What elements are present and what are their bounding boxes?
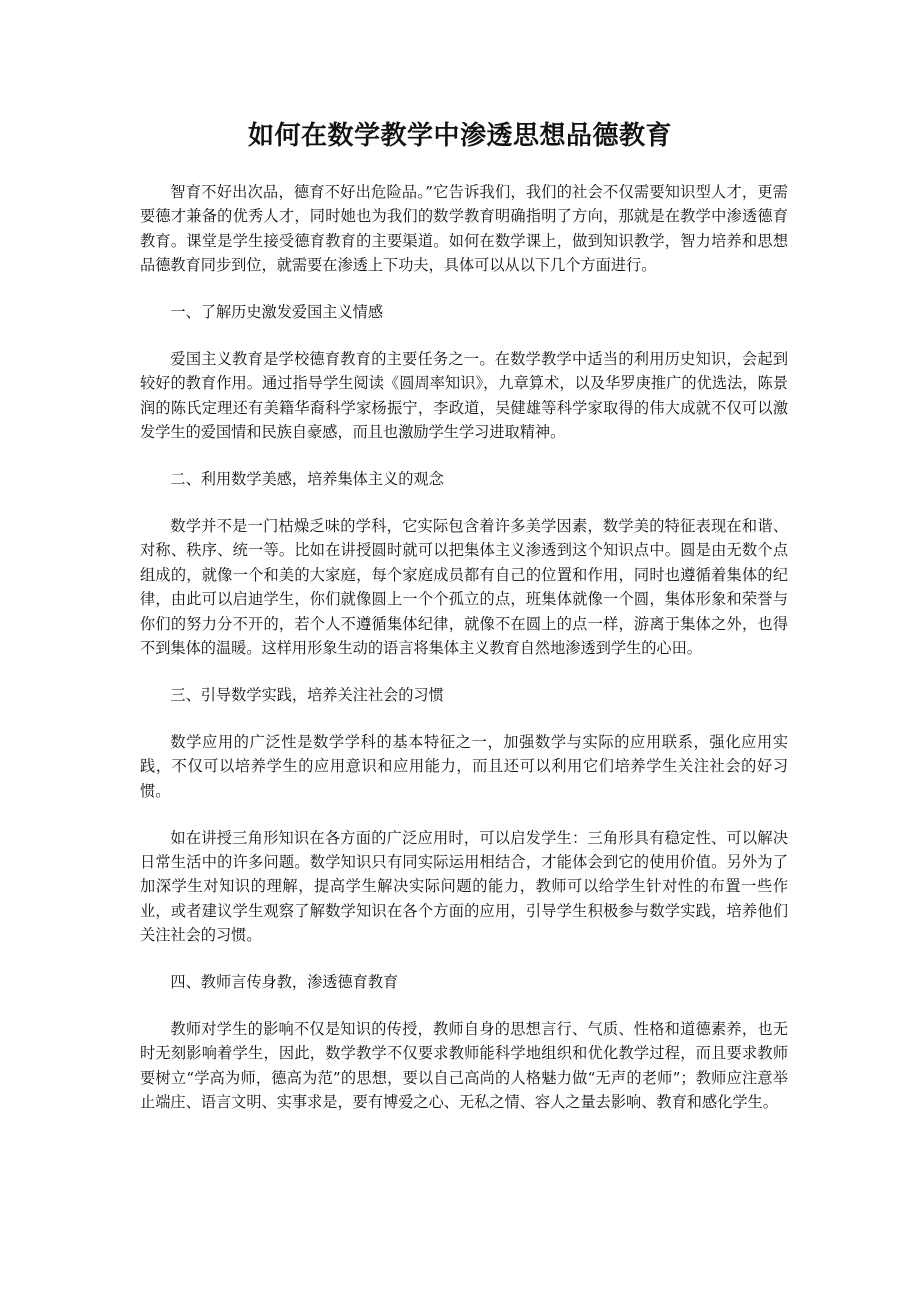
section-heading-4: 四、教师言传身教，渗透德育教育 xyxy=(170,973,399,992)
section-heading-2: 二、利用数学美感，培养集体主义的观念 xyxy=(170,470,444,489)
section-4-paragraph: 教师对学生的影响不仅是知识的传授，教师自身的思想言行、气质、性格和道德素养，也无时无刻影响着学生，因此，数学教学不仅要求教师能科学地组织和优化教学过程，而且要求教师要树立“学高为师，德高为范”的思想，要以自己高尚的人格魅力做“无声的老师”；教师应注意举止端庄、语言文明、实事求是，要有博爱之心、无私之情、容人之量去影响、教育和感化学生。 xyxy=(140,1020,788,1112)
document-body xyxy=(140,180,788,1115)
paragraph-gap xyxy=(140,492,788,515)
paragraph-gap xyxy=(140,325,788,348)
section-heading-1: 一、了解历史激发爱国主义情感 xyxy=(170,303,384,322)
paragraph-gap xyxy=(140,707,788,730)
section-3-paragraph-2: 如在讲授三角形知识在各方面的广泛应用时，可以启发学生：三角形具有稳定性、可以解决日常生活中的许多问题。数学知识只有同实际运用相结合，才能体会到它的使用价值。另外为了加深学生对知识的理解，提高学生解决实际问题的能力，教师可以给学生针对性的布置一些作业，或者建议学生观察了解数学知识在各个方面的应用，引导学生积极参与数学实践，培养他们关注社会的习惯。 xyxy=(140,828,788,945)
section-3-paragraph-1: 数学应用的广泛性是数学学科的基本特征之一，加强数学与实际的应用联系，强化应用实践，不仅可以培养学生的应用意识和应用能力，而且还可以利用它们培养学生关注社会的好习惯。 xyxy=(140,732,788,800)
section-2-paragraph: 数学并不是一门枯燥乏味的学科，它实际包含着许多美学因素，数学美的特征表现在和谐、对称、秩序、统一等。比如在讲授圆时就可以把集体主义渗透到这个知识点中。圆是由无数个点组成的，就像一个和美的大家庭，每个家庭成员都有自己的位置和作用，同时也遵循着集体的纪律，由此可以启迪学生，你们就像圆上一个个孤立的点，班集体就像一个圆，集体形象和荣誉与你们的努力分不开的，若个人不遵循集体纪律，就像不在圆上的点一样，游离于集体之外，也得不到集体的温暖。这样用形象生动的语言将集体主义教育自然地渗透到学生的心田。 xyxy=(140,517,788,658)
intro-paragraph: 智育不好出次品，德育不好出危险品。”它告诉我们，我们的社会不仅需要知识型人才，更需要德才兼备的优秀人才，同时她也为我们的数学教育明确指明了方向，那就是在教学中渗透德育教育。课堂是学生接受德育教育的主要渠道。如何在数学课上，做到知识教学，智力培养和思想品德教育同步到位，就需要在渗透上下功夫，具体可以从以下几个方面进行。 xyxy=(140,183,788,275)
section-heading-3: 三、引导数学实践，培养关注社会的习惯 xyxy=(170,686,444,704)
paragraph-gap xyxy=(140,661,788,684)
paragraph-gap xyxy=(140,278,788,301)
paragraph-gap xyxy=(140,948,788,971)
paragraph-gap xyxy=(140,803,788,826)
paragraph-gap xyxy=(140,445,788,468)
paragraph-gap xyxy=(140,995,788,1018)
section-1-paragraph: 爱国主义教育是学校德育教育的主要任务之一。在数学教学中适当的利用历史知识，会起到较好的教育作用。通过指导学生阅读《圆周率知识》，九章算术，以及华罗庚推广的优选法，陈景润的陈氏定理还有美籍华裔科学家杨振宁，李政道，吴健雄等科学家取得的伟大成就不仅可以激发学生的爱国情和民族自豪感，而且也激励学生学习进取精神。 xyxy=(140,350,788,442)
document-title: 如何在数学教学中渗透思想品德教育 xyxy=(247,121,672,151)
